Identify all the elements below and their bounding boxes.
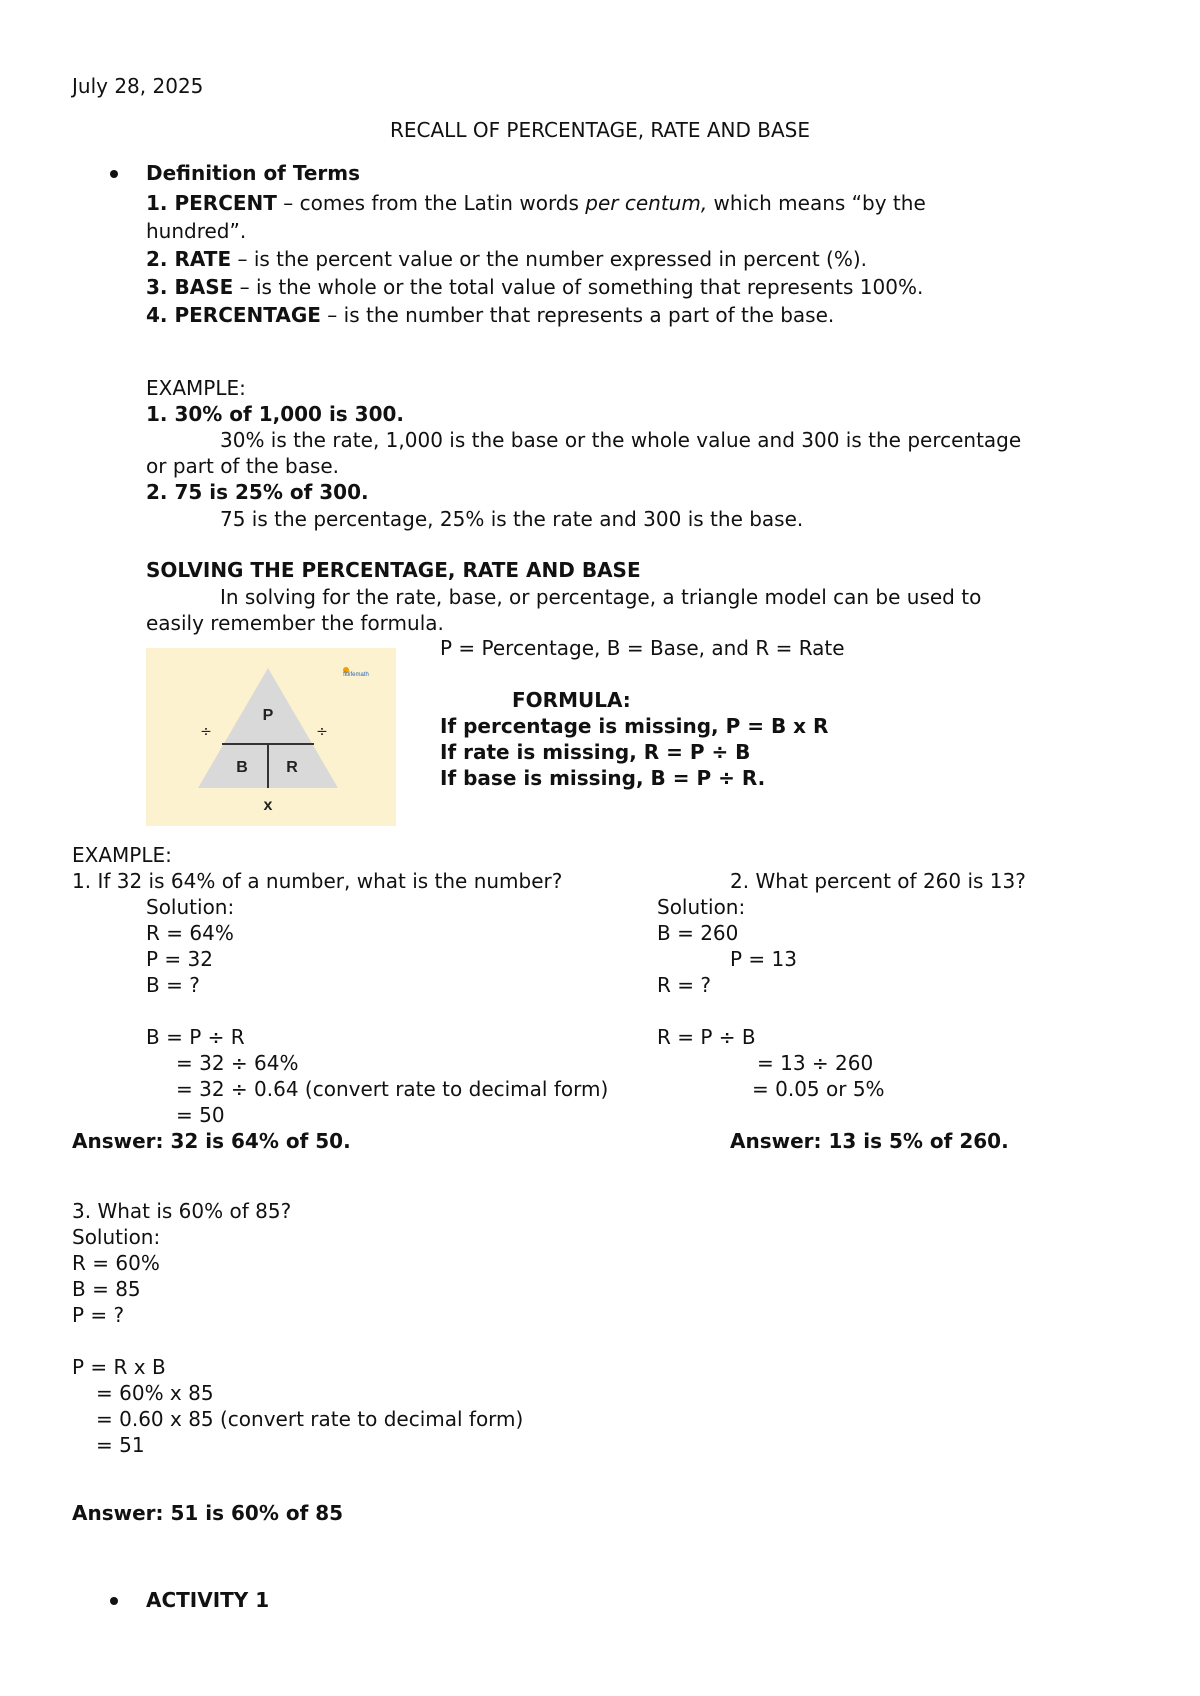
- divide-icon: ÷: [316, 724, 328, 740]
- definition-term: 4. PERCENTAGE: [146, 303, 321, 327]
- q2-solution-label: Solution:: [657, 895, 746, 919]
- solving-heading: SOLVING THE PERCENTAGE, RATE AND BASE: [146, 558, 641, 582]
- solving-paragraph-line1: In solving for the rate, base, or percentage, a triangle model can be used to: [220, 585, 982, 609]
- definition-text: which means “by the: [707, 191, 926, 215]
- variable-legend: P = Percentage, B = Base, and R = Rate: [440, 636, 845, 660]
- q1-given: P = 32: [146, 947, 213, 971]
- definition-rate: [146, 249, 867, 269]
- document-title: RECALL OF PERCENTAGE, RATE AND BASE: [390, 118, 810, 142]
- q3-given: P = ?: [72, 1303, 125, 1327]
- q3-step: = 60% x 85: [96, 1381, 214, 1405]
- example-label: EXAMPLE:: [146, 376, 246, 400]
- q2-step: R = P ÷ B: [657, 1025, 756, 1049]
- example1-title: 1. 30% of 1,000 is 300.: [146, 402, 405, 426]
- q1-step: B = P ÷ R: [146, 1025, 245, 1049]
- example2-line1: 75 is the percentage, 25% is the rate and 300 is the base.: [220, 507, 804, 531]
- q1-given: R = 64%: [146, 921, 234, 945]
- q2-answer: Answer: 13 is 5% of 260.: [730, 1129, 1009, 1153]
- definition-term: 2. RATE: [146, 247, 232, 271]
- triangle-label-p: P: [262, 707, 274, 724]
- definitions-heading: Definition of Terms: [146, 161, 361, 185]
- definition-percent-cont: hundred”.: [146, 219, 247, 243]
- example2-label: EXAMPLE:: [72, 843, 172, 867]
- example1-line2: or part of the base.: [146, 454, 340, 478]
- formula-label: FORMULA:: [512, 688, 631, 712]
- definition-italic: per centum,: [585, 191, 708, 215]
- definition-term: 3. BASE: [146, 275, 234, 299]
- definition-text: – is the whole or the total value of something that represents 100%.: [233, 275, 924, 299]
- q3-step: = 51: [96, 1433, 145, 1457]
- definition-percent: [146, 193, 926, 213]
- formula-percentage: If percentage is missing, P = B x R: [440, 714, 829, 738]
- definition-text: – is the number that represents a part of the base.: [320, 303, 835, 327]
- document-date: July 28, 2025: [72, 74, 204, 98]
- q2-step: = 13 ÷ 260: [757, 1051, 874, 1075]
- divide-icon: ÷: [200, 724, 212, 740]
- triangle-label-r: R: [286, 759, 298, 776]
- triangle-model-diagram: [146, 648, 396, 826]
- definition-term: 1. PERCENT: [146, 191, 277, 215]
- q2-given: R = ?: [657, 973, 711, 997]
- solving-paragraph-line2: easily remember the formula.: [146, 611, 444, 635]
- q2-step: = 0.05 or 5%: [752, 1077, 885, 1101]
- q1-step: = 32 ÷ 0.64 (convert rate to decimal form): [176, 1077, 609, 1101]
- q2-given: P = 13: [730, 947, 797, 971]
- q2-given: B = 260: [657, 921, 739, 945]
- q2-question: 2. What percent of 260 is 13?: [730, 869, 1026, 893]
- q1-solution-label: Solution:: [146, 895, 235, 919]
- q1-answer: Answer: 32 is 64% of 50.: [72, 1129, 351, 1153]
- triangle-model-figure: [146, 648, 396, 826]
- q3-step: P = R x B: [72, 1355, 166, 1379]
- formula-rate: If rate is missing, R = P ÷ B: [440, 740, 751, 764]
- bullet-icon: [110, 1597, 118, 1605]
- q3-answer: Answer: 51 is 60% of 85: [72, 1501, 344, 1525]
- q3-step: = 0.60 x 85 (convert rate to decimal form): [96, 1407, 524, 1431]
- q1-step: = 50: [176, 1103, 225, 1127]
- definition-text: – is the percent value or the number expressed in percent (%).: [231, 247, 867, 271]
- math-logo: [343, 667, 369, 678]
- triangle-label-b: B: [236, 759, 248, 776]
- q1-step: = 32 ÷ 64%: [176, 1051, 299, 1075]
- definition-percentage: [146, 305, 834, 325]
- bullet-icon: [110, 170, 118, 178]
- example1-line1: 30% is the rate, 1,000 is the base or the whole value and 300 is the percentage: [220, 428, 1022, 452]
- q1-given: B = ?: [146, 973, 200, 997]
- svg-text:fitlifemath: fitlifemath: [343, 672, 369, 678]
- q3-question: 3. What is 60% of 85?: [72, 1199, 292, 1223]
- q3-given: B = 85: [72, 1277, 141, 1301]
- example2-title: 2. 75 is 25% of 300.: [146, 480, 369, 504]
- q1-question: 1. If 32 is 64% of a number, what is the number?: [72, 869, 563, 893]
- q3-solution-label: Solution:: [72, 1225, 161, 1249]
- q3-given: R = 60%: [72, 1251, 160, 1275]
- activity-heading: ACTIVITY 1: [146, 1588, 270, 1612]
- formula-base: If base is missing, B = P ÷ R.: [440, 766, 766, 790]
- definition-text: – comes from the Latin words: [276, 191, 586, 215]
- multiply-icon: x: [263, 797, 273, 814]
- definition-base: [146, 277, 923, 297]
